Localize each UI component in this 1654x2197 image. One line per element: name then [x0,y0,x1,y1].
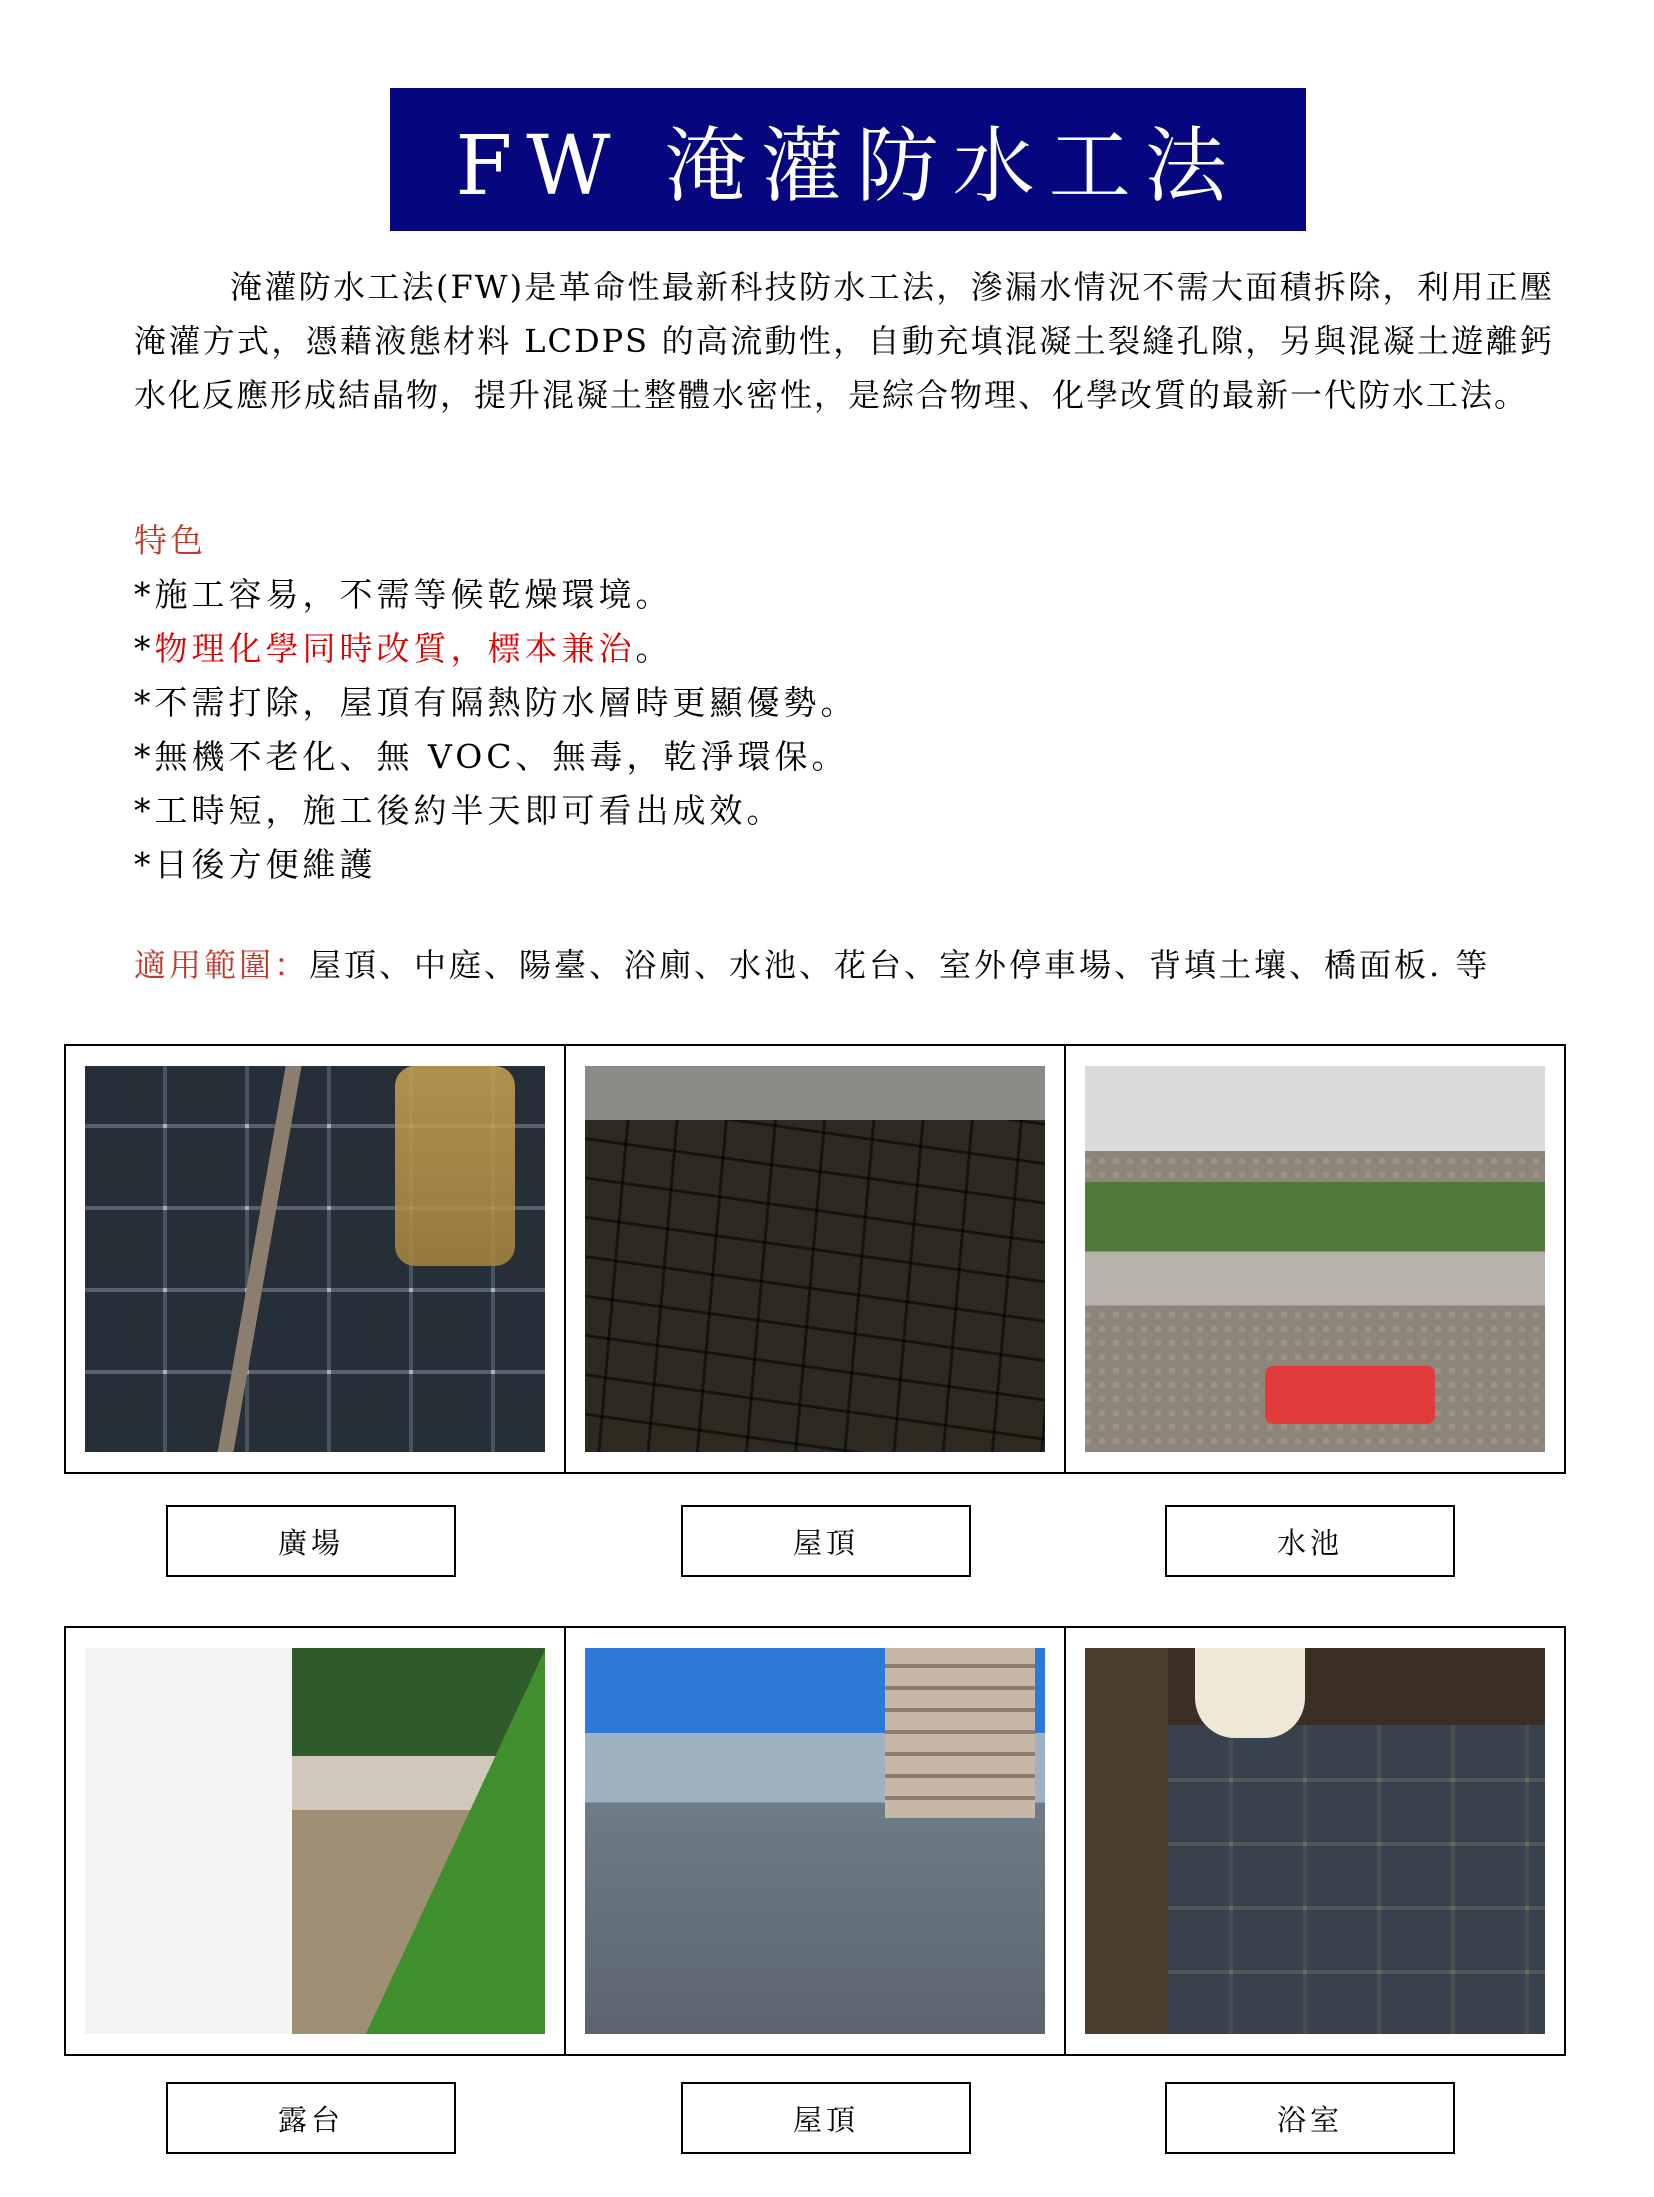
title-banner [390,88,1306,231]
feature-item: *施工容易，不需等候乾燥環境。 [134,575,673,614]
photo-caption: 屋頂 [681,2082,971,2154]
feature-item: *不需打除，屋頂有隔熱防水層時更顯優勢。 [134,683,858,722]
roof-photo [585,1648,1045,2034]
balcony-photo [85,1648,545,2034]
roof-photo [585,1066,1045,1452]
photo-caption: 屋頂 [681,1505,971,1577]
plaza-photo [85,1066,545,1452]
feature-item: *無機不老化、無 VOC、無毒，乾淨環保。 [134,737,849,776]
photo-grid-row-2 [64,1626,1566,2056]
application-scope [134,940,1490,986]
feature-highlight: 物理化學同時改質，標本兼治 [154,629,636,668]
photo-cell [1066,1628,1564,2054]
page-title: FW 淹灌防水工法 [455,119,1241,214]
photo-cell [66,1046,566,1472]
features-list [134,568,858,892]
scope-label: 適用範圍： [134,946,310,984]
features-heading: 特色 [134,521,206,560]
photo-cell [566,1628,1066,2054]
photo-cell [66,1628,566,2054]
feature-item: *工時短，施工後約半天即可看出成效。 [134,791,784,830]
pool-photo [1085,1066,1545,1452]
photo-caption: 水池 [1165,1505,1455,1577]
photo-grid-row-1 [64,1044,1566,1474]
feature-item: *日後方便維護 [134,845,377,884]
scope-text: 屋頂、中庭、陽臺、浴廁、水池、花台、室外停車場、背填土壤、橋面板. 等 [309,946,1491,984]
photo-cell [1066,1046,1564,1472]
photo-caption: 廣場 [166,1505,456,1577]
photo-cell [566,1046,1066,1472]
intro-paragraph: 淹灌防水工法(FW)是革命性最新科技防水工法，滲漏水情況不需大面積拆除，利用正壓淹灌方式，憑藉液態材料 LCDPS 的高流動性，自動充填混凝土裂縫孔隙，另與混凝土遊離鈣水化反應形成結晶物，提升混凝土整體水密性，是綜合物理、化學改質的最新一代防水工法。 [134,268,1554,414]
bathroom-photo [1085,1648,1545,2034]
photo-caption: 浴室 [1165,2082,1455,2154]
photo-caption: 露台 [166,2082,456,2154]
feature-item: *物理化學同時改質，標本兼治。 [134,629,673,668]
